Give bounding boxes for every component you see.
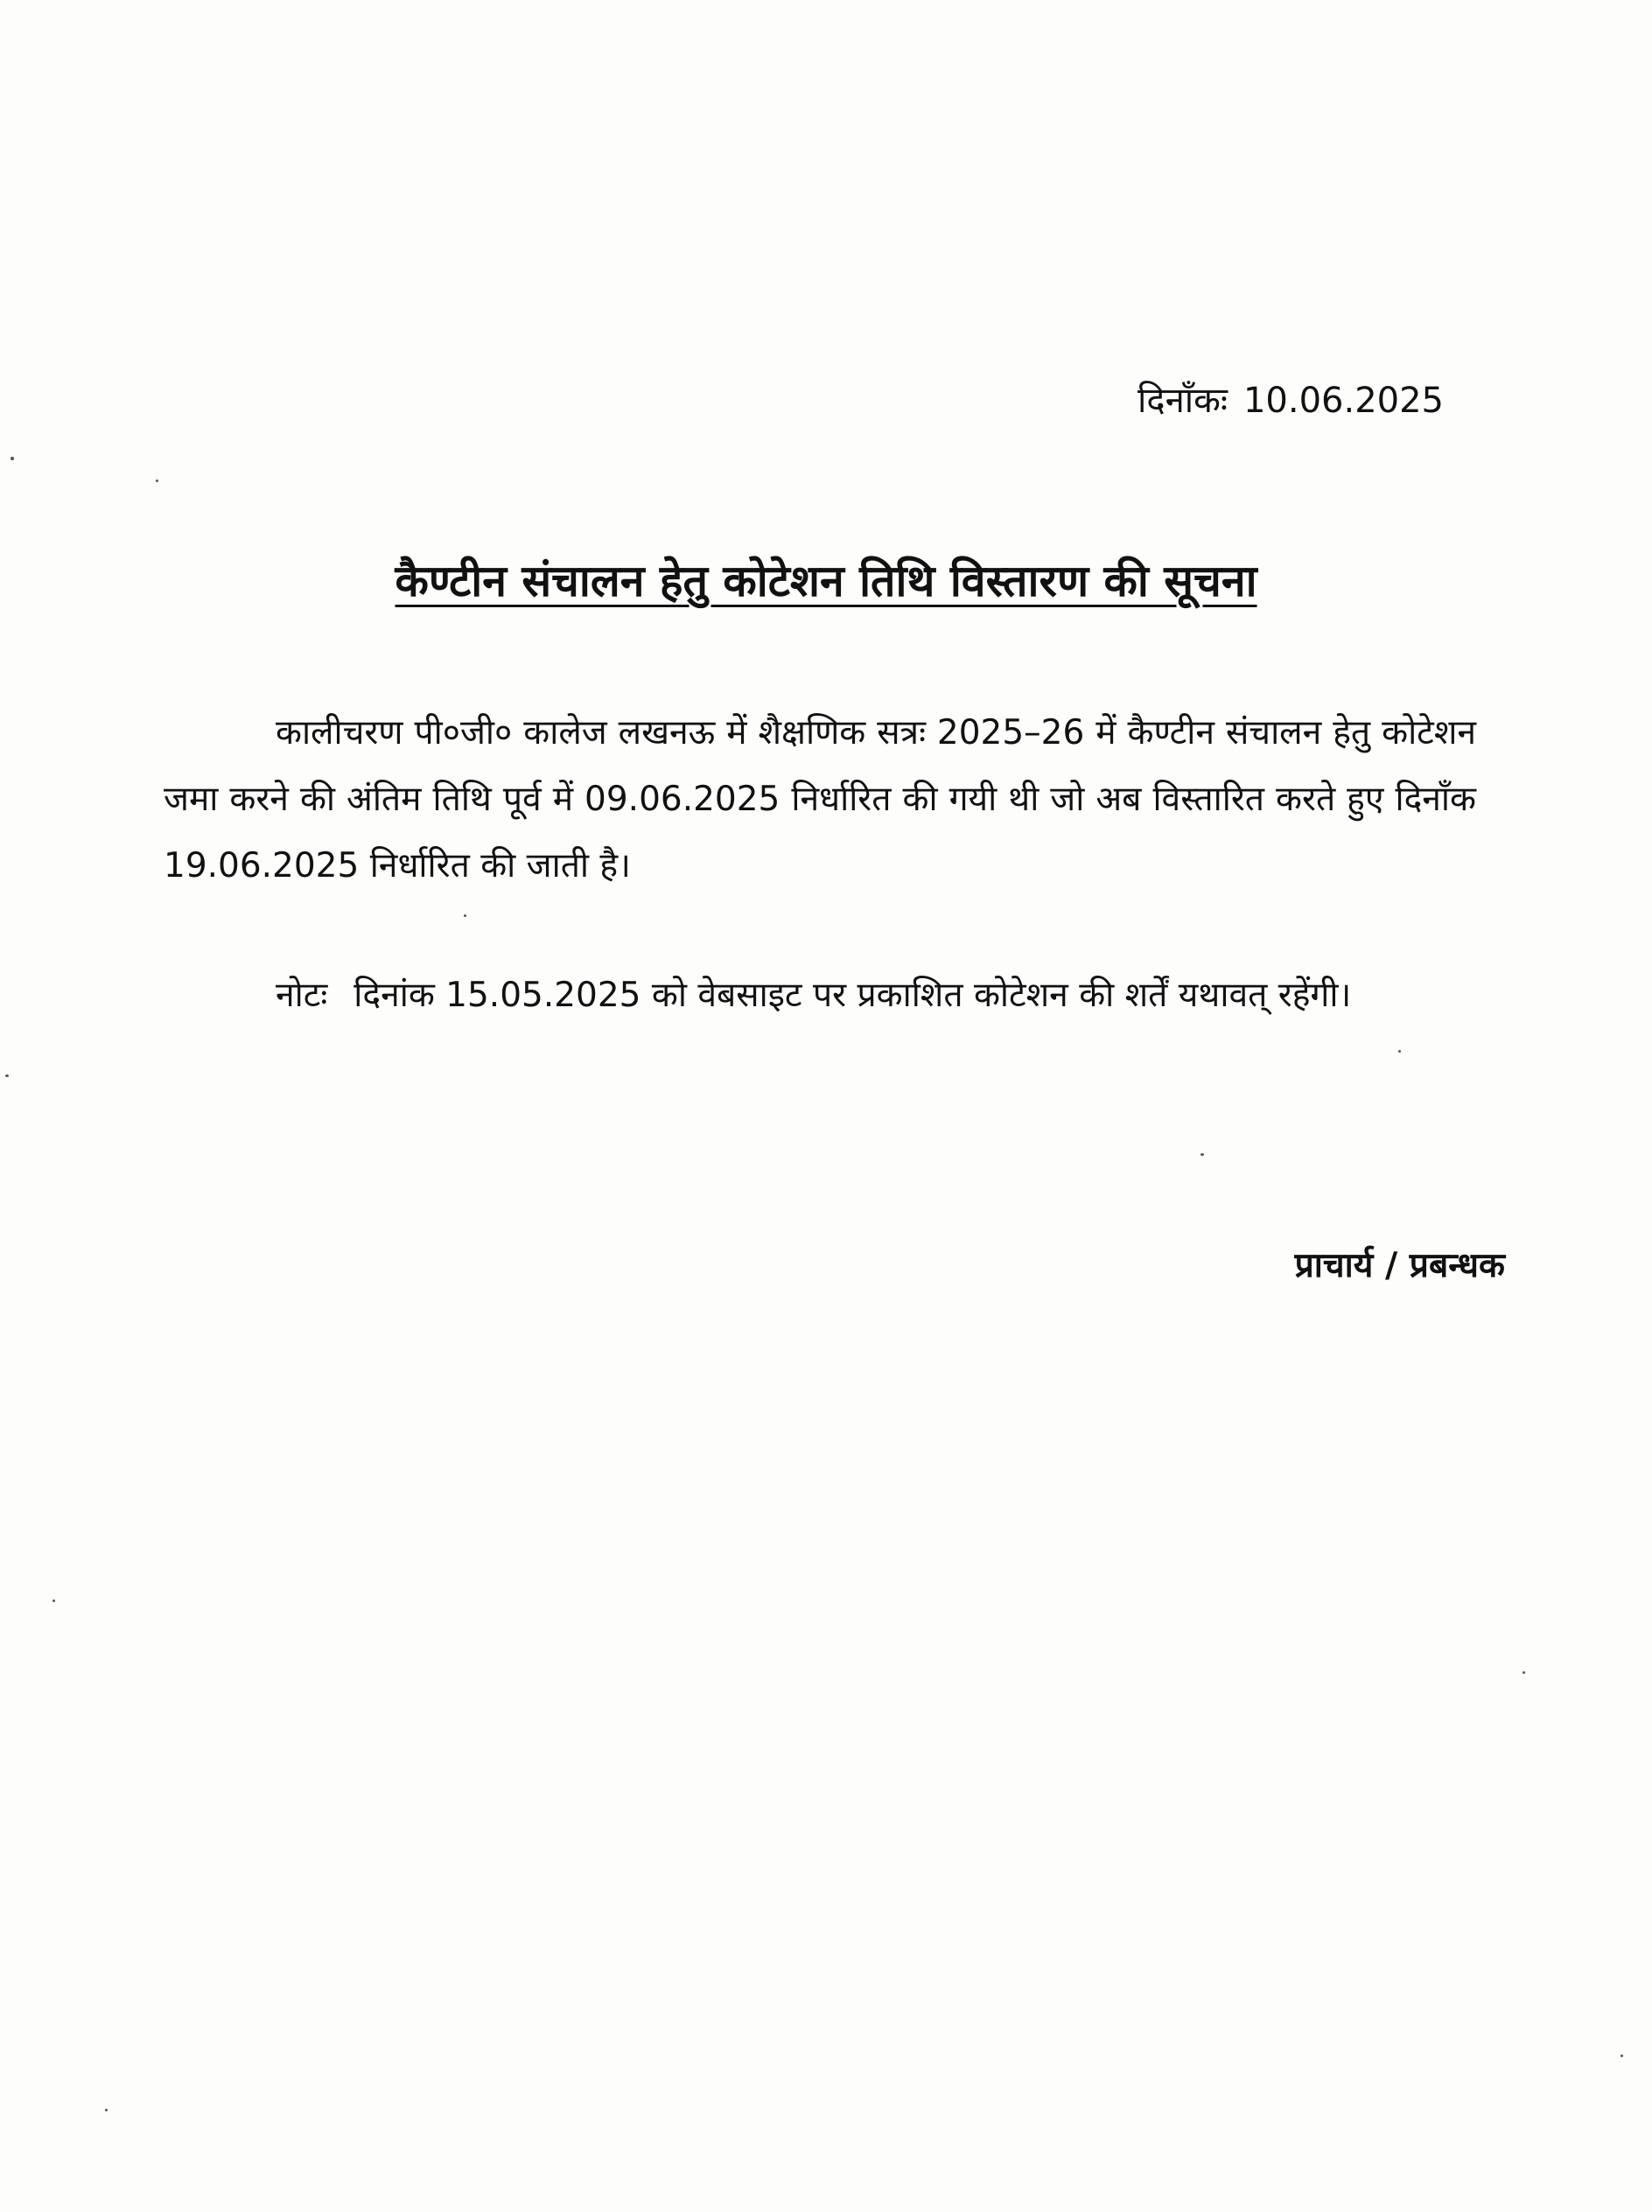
scan-speck	[10, 457, 14, 460]
scan-speck	[105, 2109, 108, 2111]
scan-speck	[1620, 2054, 1623, 2057]
notice-title: कैण्टीन संचालन हेतु कोटेशन तिथि विस्तारण की सूचना	[395, 556, 1257, 606]
scan-speck	[1200, 1153, 1204, 1156]
date-value: 10.06.2025	[1242, 381, 1444, 421]
note-label: नोटः	[276, 976, 328, 1015]
notice-body-paragraph: कालीचरण पी०जी० कालेज लखनऊ में शैक्षणिक सत्रः 2025–26 में कैण्टीन संचालन हेतु कोटेशन जमा करने की अंतिम तिथि पूर्व में 09.06.2025 निर्धारित की गयी थी जो अब विस्तारित करते हुए दिनाँक 19.06.2025 निर्धारित की जाती है।	[164, 713, 1476, 886]
notice-note	[164, 962, 1476, 1029]
scan-speck	[156, 480, 158, 482]
scan-speck	[1522, 1671, 1525, 1674]
date-label: दिनाँकः	[1138, 381, 1228, 421]
scan-speck	[1398, 1050, 1401, 1053]
notice-date	[1138, 374, 1505, 423]
scan-speck	[52, 1600, 55, 1602]
note-text: दिनांक 15.05.2025 को वेबसाइट पर प्रकाशित कोटेशन की शर्तें यथावत् रहेंगी।	[354, 976, 1352, 1015]
scan-speck	[5, 1074, 9, 1077]
signature-designation: प्राचार्य / प्रबन्धक	[1294, 1246, 1505, 1285]
scan-speck	[464, 914, 466, 917]
